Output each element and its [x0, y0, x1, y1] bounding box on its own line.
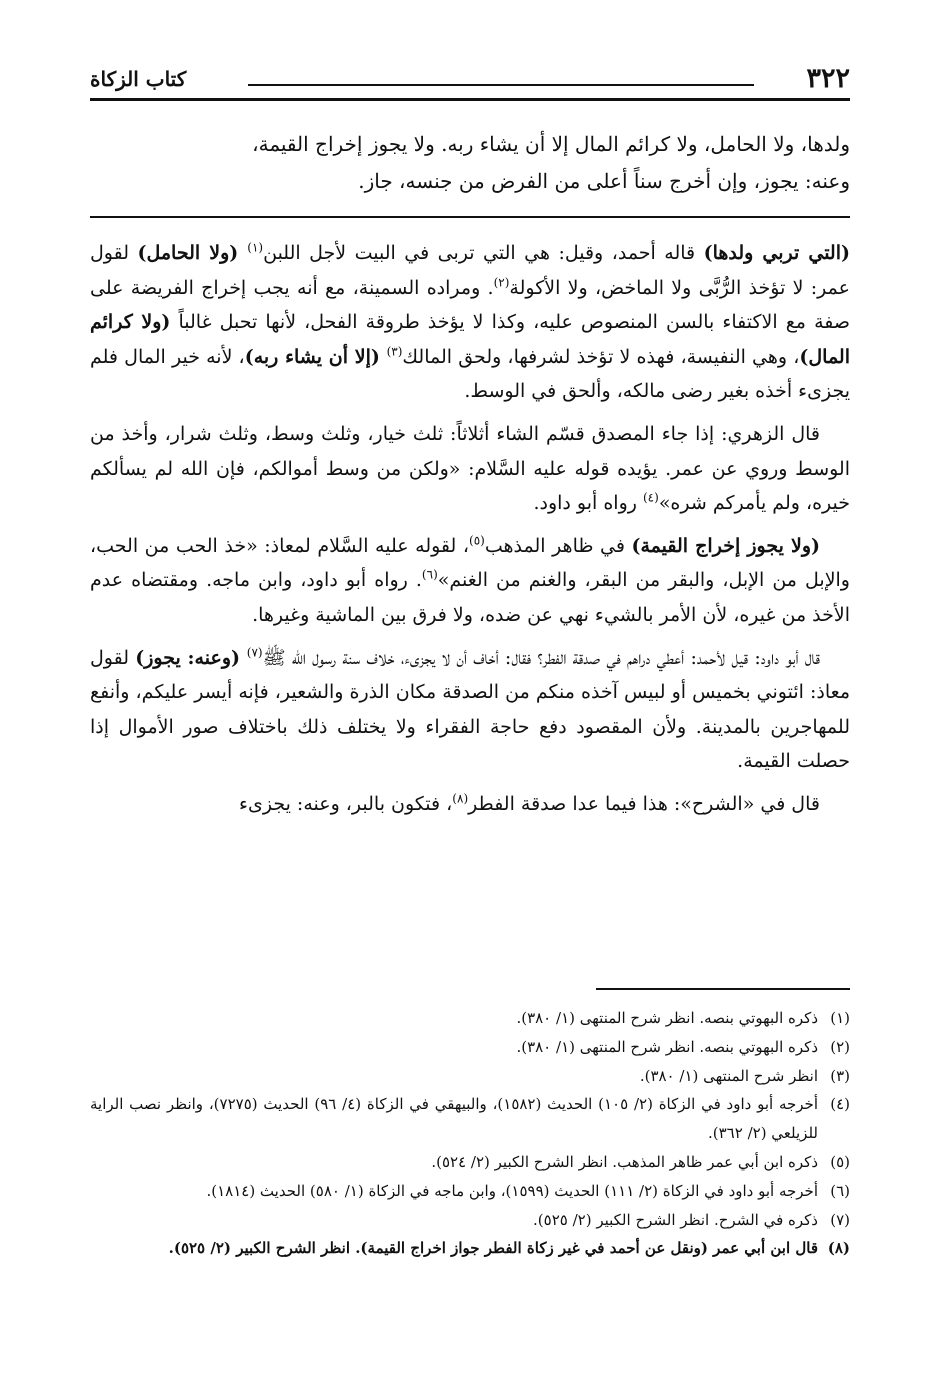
footnote-number: (٦) [830, 1181, 850, 1200]
footnote-ref: (١) [247, 240, 264, 255]
footnote-text: ذكره ابن أبي عمر ظاهر المذهب. انظر الشرح الكبير (٢/ ٥٢٤). [431, 1152, 818, 1171]
footnote-text: قال ابن أبي عمر (ونقل عن أحمد في غير زكاة الفطر جواز اخراج القيمة). انظر الشرح الكبير (٢/ ٥٢٥). [168, 1239, 818, 1258]
commentary-paragraph [90, 641, 850, 779]
footnote-item [90, 1004, 850, 1033]
commentary-span: لقول عمر: لا تؤخذ الرُّبَّى ولا الماخض، ولا الأكولة [90, 242, 850, 299]
commentary-span: ، فتكون بالبر، وعنه: يجزىء [239, 792, 453, 815]
footnote-ref: (٦) [421, 568, 438, 583]
quoted-matn: (إلا أن يشاء ربه) [244, 345, 387, 368]
footnote-item [90, 1234, 850, 1263]
footnotes-section [90, 1004, 850, 1263]
matn-separator-rule [90, 216, 850, 218]
footnote-number: (٥) [830, 1152, 850, 1171]
commentary-span: ، وهي النفيسة، فهذه لا تؤخذ لشرفها، ولحق المالك [402, 345, 800, 368]
running-header [90, 62, 850, 98]
commentary-span: ، لقوله عليه السَّلام لمعاذ: «خذ الحب من الحب، والإبل من الإبل، والبقر من البقر، والغنم من الغنم» [90, 534, 850, 592]
commentary-span: ، لأنه خير المال فلم يجزىء أخذه بغير رضى مالكه، وألحق في الوسط. [90, 345, 850, 403]
matn-line: ولدها، ولا الحامل، ولا كرائم المال إلا أن يشاء ربه. ولا يجوز إخراج القيمة، [252, 132, 850, 156]
commentary-span: قال أبو داود: قيل لأحمد: أعطي دراهم في صدقة الفطر؟ فقال: أخاف أن لا يجزىء، خلاف سنة رسول الله ﷺ [262, 646, 820, 669]
footnote-ref: (٣) [386, 344, 403, 359]
footnote-item [90, 1177, 850, 1206]
commentary-paragraph [90, 787, 850, 822]
commentary-span: قال الزهري: إذا جاء المصدق قسّم الشاء أثلاثاً: ثلث خيار، وثلث وسط، وثلث شرار، وأخذ من الوسط وروي عن عمر. يؤيده قوله عليه السَّلام: «ولكن من وسط أموالكم، فإن الله لم يسألكم خيره، ولم يأمركم شره» [90, 422, 850, 515]
commentary-text [90, 236, 850, 830]
header-dash-line [248, 84, 754, 86]
footnote-number: (٨) [827, 1239, 850, 1258]
quoted-matn: (ولا الحامل) [137, 242, 248, 264]
commentary-paragraph [90, 417, 850, 521]
footnote-item [90, 1090, 850, 1148]
footnote-number: (٣) [830, 1066, 850, 1085]
footnote-ref: (٢) [493, 275, 510, 290]
commentary-span: . ومراده السمينة، مع أنه يجب إخراج الفريضة على صفة مع الاكتفاء بالسن المنصوص عليه، وكذا لا يؤخذ طروقة الفحل، لأنها تحبل غالباً [90, 276, 850, 334]
matn-line: وعنه: يجوز، وإن أخرج سناً أعلى من الفرض من جنسه، جاز. [358, 169, 850, 193]
footnote-ref: (٧) [246, 645, 263, 660]
header-rule [90, 98, 850, 101]
footnote-number: (٢) [830, 1037, 850, 1056]
footnote-separator-rule [596, 988, 850, 990]
footnote-number: (٤) [830, 1095, 850, 1114]
footnote-text: أخرجه أبو داود في الزكاة (٢/ ١٠٥) الحديث (١٥٨٢)، والبيهقي في الزكاة (٤/ ٩٦) الحديث (٧٢٧٥)، وانظر نصب الراية للزيلعي (٢/ ٣٦٢). [90, 1095, 818, 1143]
footnote-item [90, 1206, 850, 1235]
matn-text [90, 126, 850, 200]
book-title: كتاب الزكاة [90, 67, 187, 91]
commentary-span: لقول معاذ: ائتوني بخميس أو لبيس آخذه منكم من الصدقة مكان الذرة والشعير، فإنه أيسر عليكم، وأنفع للمهاجرين بالمدينة. ولأن المقصود دفع حاجة الفقراء ولا يختلف ذلك باختلاف صور الأموال إذا حصلت القيمة. [90, 646, 850, 773]
commentary-paragraph [90, 236, 850, 409]
footnote-ref: (٤) [642, 490, 659, 505]
commentary-span: قال في «الشرح»: هذا فيما عدا صدقة الفطر [468, 792, 820, 815]
commentary-span: في ظاهر المذهب [484, 534, 632, 557]
footnote-text: انظر شرح المنتهى (١/ ٣٨٠). [639, 1066, 818, 1085]
quoted-matn: (التي تربي ولدها) [703, 242, 850, 264]
quoted-matn: (ولا كرائم المال) [90, 311, 850, 368]
footnote-text: ذكره البهوتي بنصه. انظر شرح المنتهى (١/ ٣٨٠). [516, 1009, 818, 1027]
quoted-matn: (وعنه: يجوز) [135, 646, 247, 669]
commentary-span: . رواه أبو داود، وابن ماجه. ومقتضاه عدم الأخذ من غيره، لأن الأمر بالشيء نهي عن ضده، ولا فرق بين الماشية وغيرها. [90, 569, 850, 626]
footnote-ref: (٥) [469, 533, 485, 548]
footnote-text: أخرجه أبو داود في الزكاة (٢/ ١١١) الحديث (١٥٩٩)، وابن ماجه في الزكاة (١/ ٥٨٠) الحديث (١٨١٤). [206, 1181, 818, 1200]
page-number: ٣٢٢ [806, 63, 850, 94]
commentary-paragraph [90, 529, 850, 633]
commentary-span: قاله أحمد، وقيل: هي التي تربى في البيت لأجل اللبن [263, 242, 704, 264]
commentary-span: رواه أبو داود. [533, 492, 643, 515]
footnote-item [90, 1033, 850, 1062]
footnote-text: ذكره البهوتي بنصه. انظر شرح المنتهى (١/ ٣٨٠). [516, 1037, 818, 1056]
footnote-number: (٧) [830, 1210, 850, 1229]
footnote-text: ذكره في الشرح. انظر الشرح الكبير (٢/ ٥٢٥). [533, 1210, 818, 1229]
footnote-item [90, 1148, 850, 1177]
quoted-matn: (ولا يجوز إخراج القيمة) [631, 534, 820, 557]
footnote-number: (١) [830, 1009, 850, 1027]
footnote-ref: (٨) [452, 791, 469, 806]
footnote-item [90, 1062, 850, 1091]
